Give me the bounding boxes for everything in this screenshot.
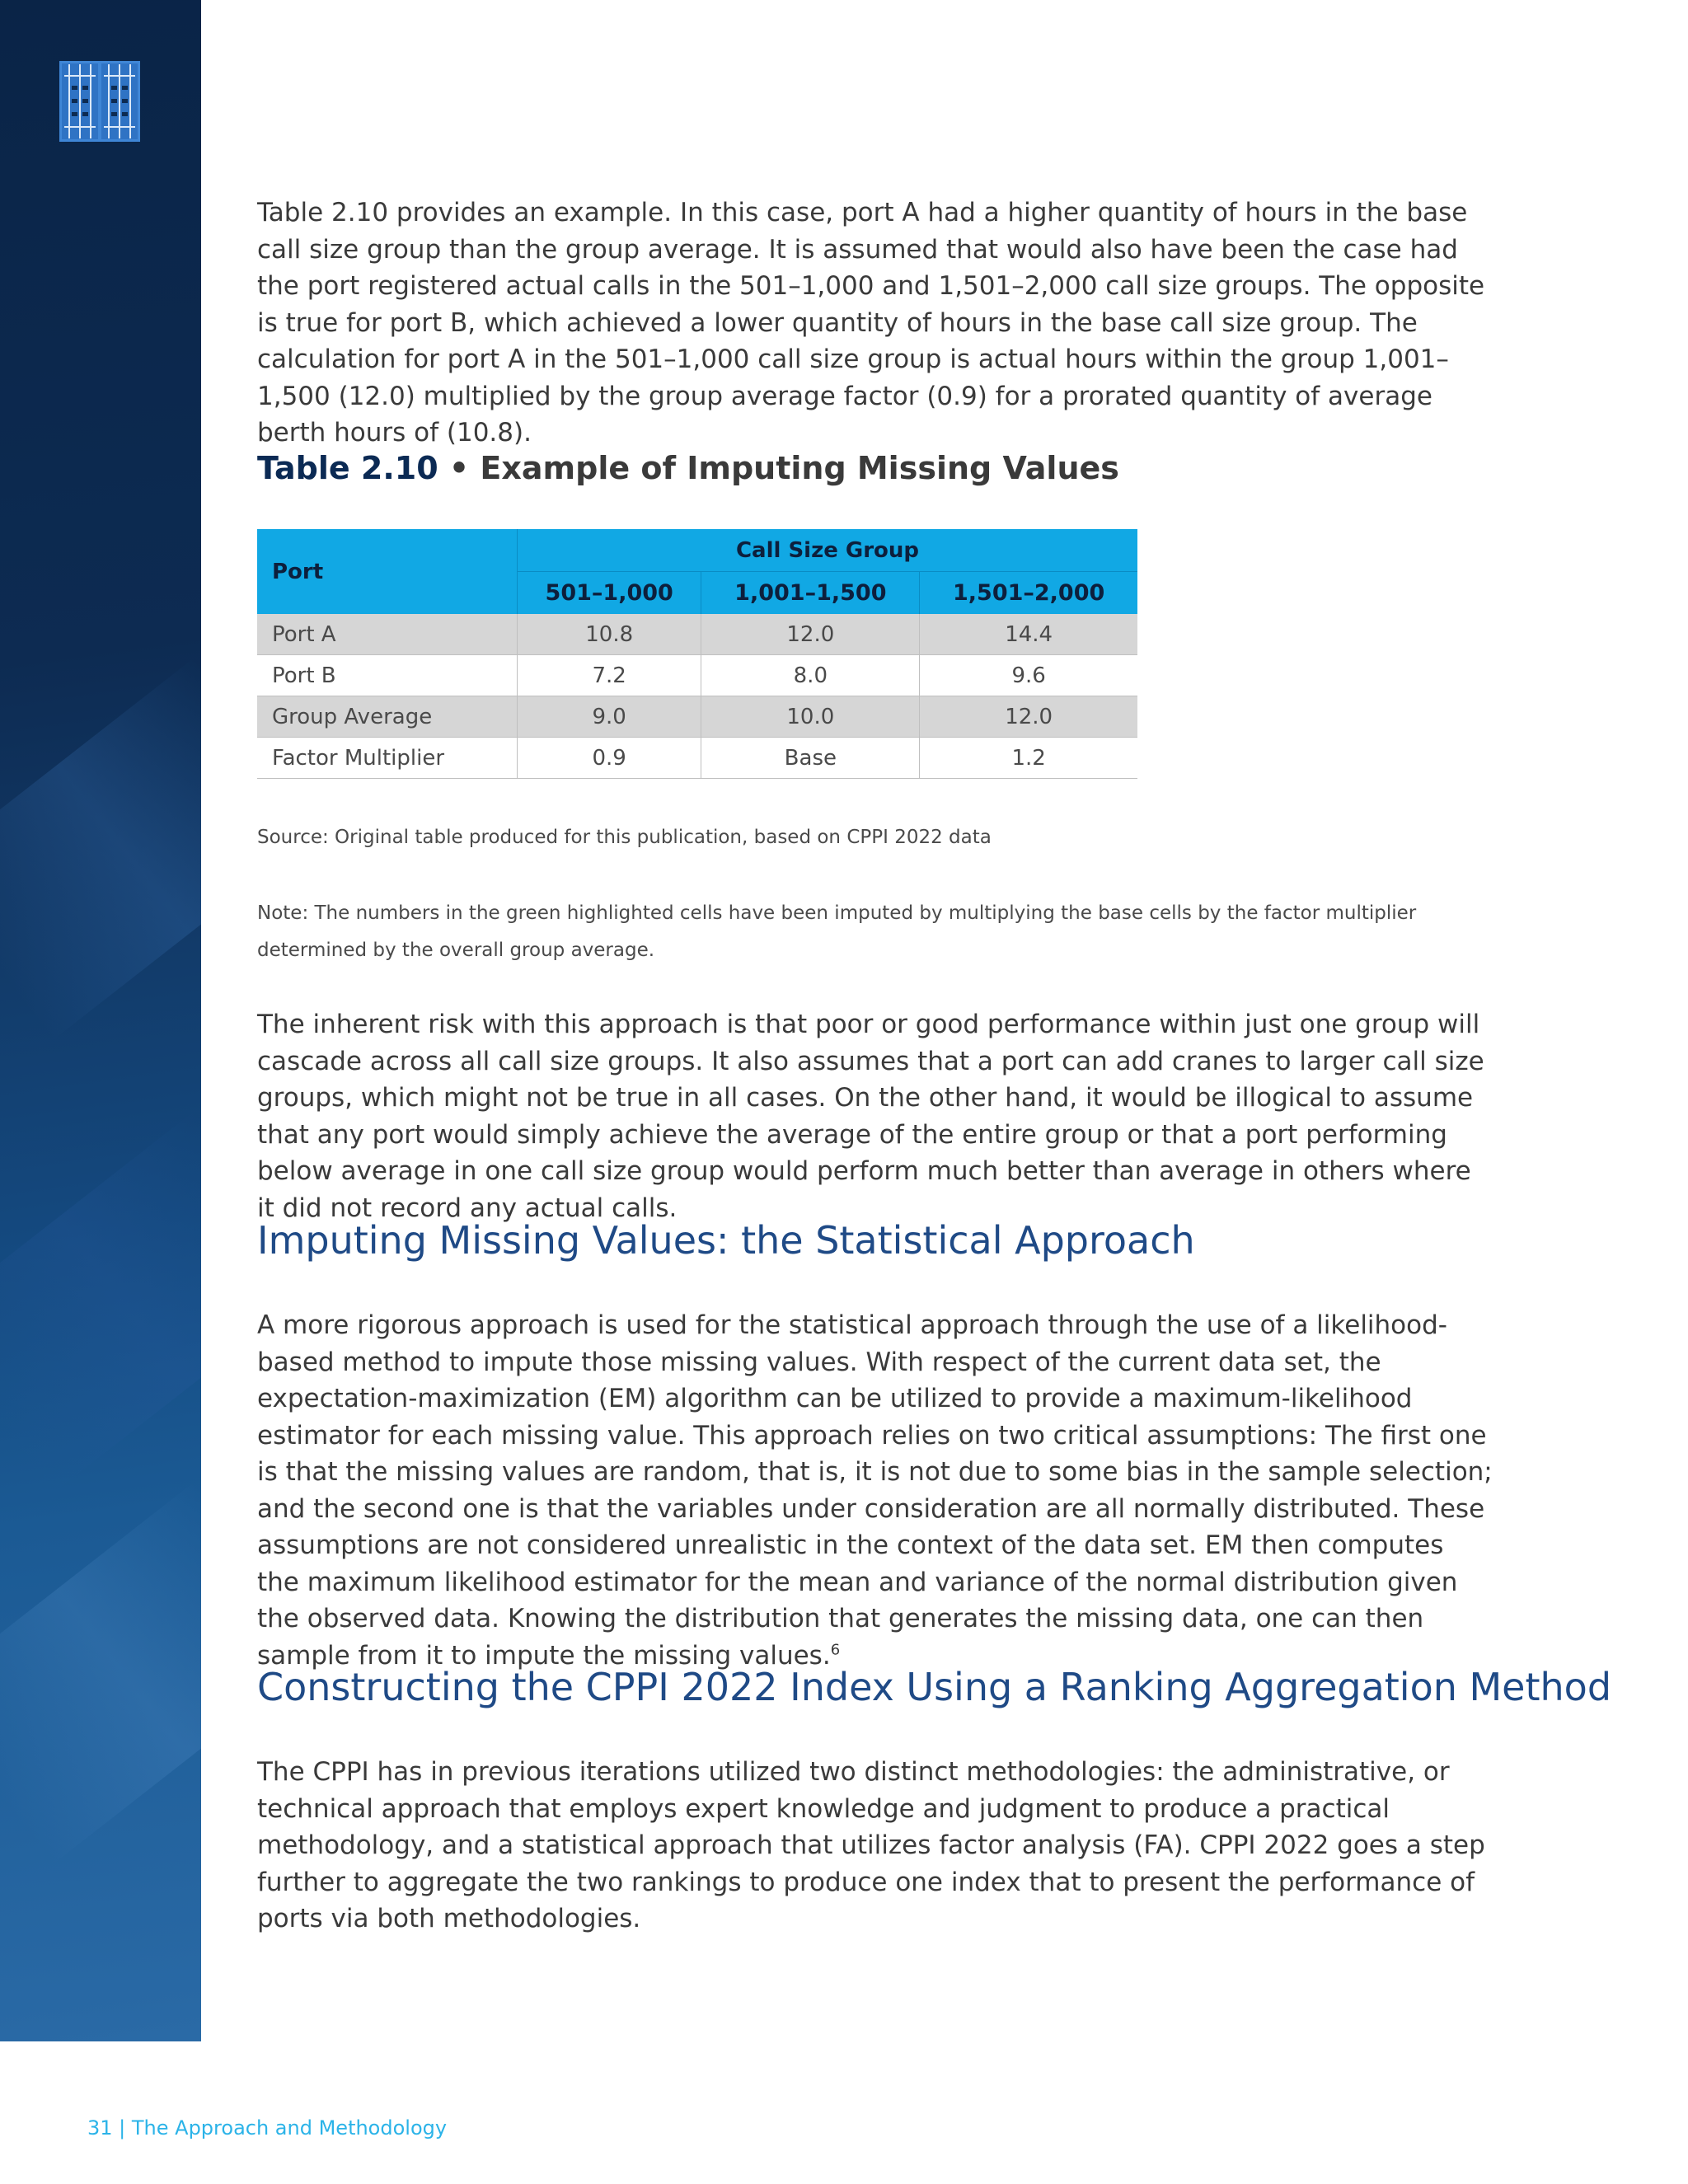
column-header: 1,001–1,500 xyxy=(701,572,920,615)
table-cell: 10.0 xyxy=(701,696,920,738)
row-label: Port B xyxy=(257,655,518,696)
row-label: Group Average xyxy=(257,696,518,738)
table-cell: Base xyxy=(701,738,920,779)
imputation-table xyxy=(257,529,1137,779)
page-footer xyxy=(87,2116,447,2139)
statistical-paragraph xyxy=(257,1307,1493,1674)
table-cell: 10.8 xyxy=(518,614,701,655)
call-size-group-header: Call Size Group xyxy=(518,529,1138,572)
page-number: 31 xyxy=(87,2116,113,2139)
table-row xyxy=(257,696,1137,738)
table-cell: 12.0 xyxy=(920,696,1137,738)
caption-separator: • xyxy=(438,450,481,486)
table-title: Example of Imputing Missing Values xyxy=(480,450,1119,486)
cppi-paragraph: The CPPI has in previous iterations utilized two distinct methodologies: the administrative, or technical approach that employs expert knowledge and judgment to produce a practical methodology, and a statistical approach that utilizes factor analysis (FA). CPPI 2022 goes a step further to aggregate the two rankings to produce one index that to present the performance of ports via both methodologies. xyxy=(257,1757,1485,1933)
risk-paragraph: The inherent risk with this approach is that poor or good performance within just one group will cascade across all call size groups. It also assumes that a port can add cranes to larger call size groups, which might not be true in all cases. On the other hand, it would be illogical to assume that any port would simply achieve the average of the entire group or that a port performing below average in one call size group would perform much better than average in others where it did not record any actual calls. xyxy=(257,1010,1484,1223)
column-header: 1,501–2,000 xyxy=(920,572,1137,615)
sidebar-stripe xyxy=(0,1111,201,1493)
sidebar-stripe xyxy=(0,658,201,1039)
port-column-header: Port xyxy=(257,529,518,614)
table-cell: 12.0 xyxy=(701,614,920,655)
sidebar-band xyxy=(0,0,201,2041)
table-caption xyxy=(257,450,1119,486)
table-row xyxy=(257,655,1137,696)
table-source: Source: Original table produced for this publication, based on CPPI 2022 data xyxy=(257,827,992,848)
table-cell: 7.2 xyxy=(518,655,701,696)
footer-section: The Approach and Methodology xyxy=(131,2116,448,2139)
statistical-paragraph-text: A more rigorous approach is used for the statistical approach through the use of a likelihood-based method to impute those missing values. With respect of the current data set, the expectation-maximization (EM) algorithm can be utilized to provide a maximum-likelihood estimator for each missing value. This approach relies on two critical assumptions: The first one is that the missing values are random, that is, it is not due to some bias in the sample selection; and the second one is that the variables under consideration are all normally distributed. These assumptions are not considered unrealistic in the context of the data set. EM then computes the maximum likelihood estimator for the mean and variance of the normal distribution given the observed data. Knowing the distribution that generates the missing data, one can then sample from it to impute the missing values. xyxy=(257,1310,1493,1671)
table-note: Note: The numbers in the green highlighted cells have been imputed by multiplying the base cells by the factor multiplier determined by the overall group average. xyxy=(257,902,1417,961)
table-number: Table 2.10 xyxy=(257,450,438,486)
intro-paragraph: Table 2.10 provides an example. In this case, port A had a higher quantity of hours in the base call size group than the group average. It is assumed that would also have been the case had the port registered actual calls in the 501–1,000 and 1,501–2,000 call size groups. The opposite is true for port B, which achieved a lower quantity of hours in the base call size group. The calculation for port A in the 501–1,000 call size group is actual hours within the group 1,001–1,500 (12.0) multiplied by the group average factor (0.9) for a prorated quantity of average berth hours of (10.8). xyxy=(257,198,1485,448)
row-label: Factor Multiplier xyxy=(257,738,518,779)
sidebar-stripe xyxy=(0,1482,201,1863)
column-header: 501–1,000 xyxy=(518,572,701,615)
section-heading-statistical: Imputing Missing Values: the Statistical Approach xyxy=(257,1218,1195,1263)
footnote-marker: 6 xyxy=(830,1641,841,1659)
table-row xyxy=(257,614,1137,655)
table-cell: 8.0 xyxy=(701,655,920,696)
table-cell: 14.4 xyxy=(920,614,1137,655)
container-stack-icon xyxy=(59,61,140,142)
table-cell: 0.9 xyxy=(518,738,701,779)
table-cell: 9.6 xyxy=(920,655,1137,696)
table-cell: 1.2 xyxy=(920,738,1137,779)
table-row xyxy=(257,738,1137,779)
table-cell: 9.0 xyxy=(518,696,701,738)
row-label: Port A xyxy=(257,614,518,655)
section-heading-cppi: Constructing the CPPI 2022 Index Using a Ranking Aggregation Method xyxy=(257,1665,1612,1709)
footer-separator: | xyxy=(112,2116,132,2139)
